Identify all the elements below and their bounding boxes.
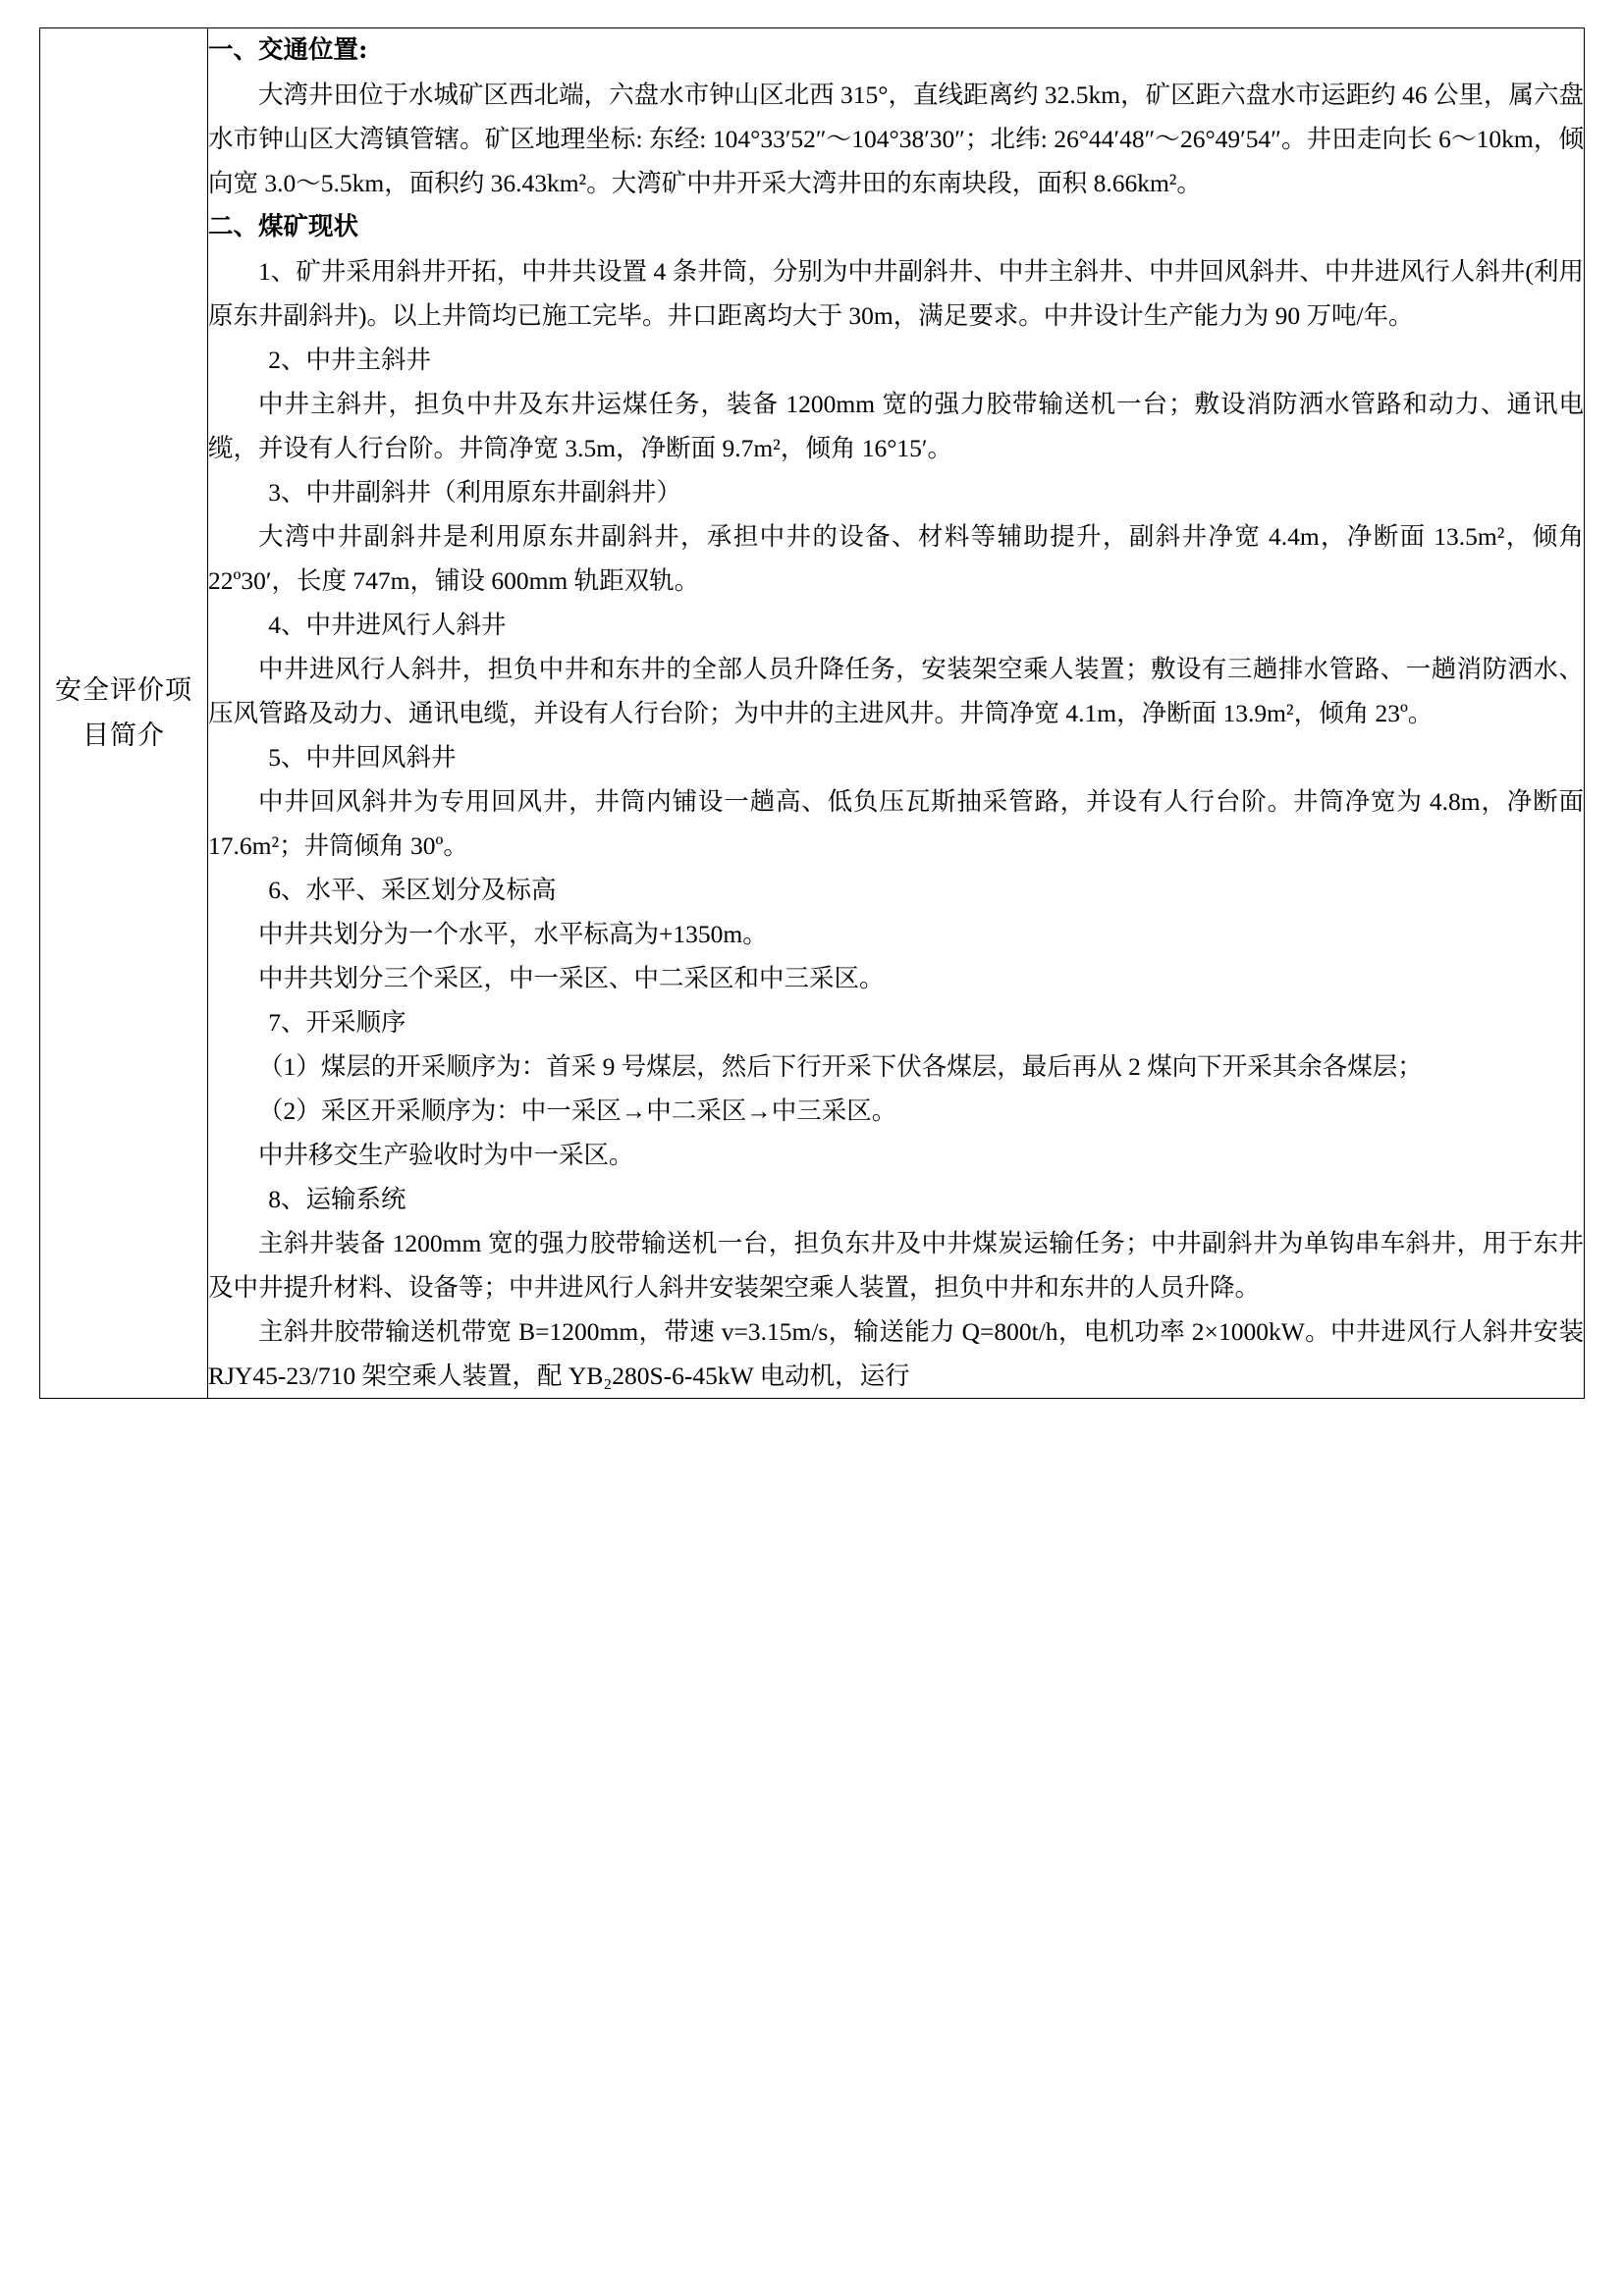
row-label-cell xyxy=(40,28,208,1399)
table-row xyxy=(40,28,1585,1399)
section-heading-mine-status: 二、煤矿现状 xyxy=(208,212,359,241)
paragraph: 4、中井进风行人斜井 xyxy=(268,611,507,639)
paragraph: 主斜井装备 1200mm 宽的强力胶带输送机一台，担负东井及中井煤炭运输任务；中井副斜井为单钩串车斜井，用于东井及中井提升材料、设备等；中井进风行人斜井安装架空乘人装置，担负中井和东井的人员升降。 xyxy=(208,1229,1584,1302)
paragraph: 3、中井副斜井（利用原东井副斜井） xyxy=(268,478,681,507)
row-label-line-1: 安全评价项 xyxy=(55,674,192,706)
paragraph: 7、开采顺序 xyxy=(268,1008,406,1037)
row-content-cell xyxy=(208,28,1585,1399)
paragraph: 大湾井田位于水城矿区西北端，六盘水市钟山区北西 315°，直线距离约 32.5km，矿区距六盘水市运距约 46 公里，属六盘水市钟山区大湾镇管辖。矿区地理坐标: 东经: 104°33′52″～104°38′30″；北纬: 26°44′48″～26°49′54″。井田走向长 6～10km，倾向宽 3.0～5.5km，面积约 36.43km²。大湾矿中井开采大湾井田的东南块段，面积 8.66km²。 xyxy=(208,80,1584,197)
paragraph: 大湾中井副斜井是利用原东井副斜井，承担中井的设备、材料等辅助提升，副斜井净宽 4.4m，净断面 13.5m²，倾角 22º30′，长度 747m，铺设 600mm 轨距双轨。 xyxy=(208,522,1584,595)
paragraph: （2）采区开采顺序为：中一采区→中二采区→中三采区。 xyxy=(258,1096,897,1125)
paragraph: 6、水平、采区划分及标高 xyxy=(268,876,557,904)
paragraph: 8、运输系统 xyxy=(268,1185,406,1213)
paragraph: 中井主斜井，担负中井及东井运煤任务，装备 1200mm 宽的强力胶带输送机一台；敷设消防洒水管路和动力、通讯电缆，并设有人行台阶。井筒净宽 3.5m，净断面 9.7m²，倾角 16°15′。 xyxy=(208,390,1584,462)
paragraph: 中井共划分三个采区，中一采区、中二采区和中三采区。 xyxy=(258,964,885,992)
row-label-line-2: 目简介 xyxy=(82,720,165,751)
paragraph: 中井共划分为一个水平，水平标高为+1350m。 xyxy=(258,920,768,948)
paragraph: 中井移交生产验收时为中一采区。 xyxy=(258,1141,634,1169)
project-intro-table xyxy=(39,27,1585,1399)
section-heading-traffic: 一、交通位置: xyxy=(208,35,368,65)
paragraph: 1、矿井采用斜井开拓，中井共设置 4 条井筒，分别为中井副斜井、中井主斜井、中井回风斜井、中井进风行人斜井(利用原东井副斜井)。以上井筒均已施工完毕。井口距离均大于 30m，满足要求。中井设计生产能力为 90 万吨/年。 xyxy=(208,257,1584,330)
paragraph: 5、中井回风斜井 xyxy=(268,743,457,772)
paragraph: 中井回风斜井为专用回风井，井筒内铺设一趟高、低负压瓦斯抽采管路，并设有人行台阶。井筒净宽为 4.8m，净断面 17.6m²；井筒倾角 30º。 xyxy=(208,787,1584,860)
content-body xyxy=(208,28,1584,1398)
paragraph: 中井进风行人斜井，担负中井和东井的全部人员升降任务，安装架空乘人装置；敷设有三趟排水管路、一趟消防洒水、压风管路及动力、通讯电缆，并设有人行台阶；为中井的主进风井。井筒净宽 4.1m，净断面 13.9m²，倾角 23º。 xyxy=(208,655,1584,727)
paragraph: 主斜井胶带输送机带宽 B=1200mm，带速 v=3.15m/s，输送能力 Q=800t/h，电机功率 2×1000kW。中井进风行人斜井安装 RJY45-23/710 架空乘人装置，配 YB₂280S-6-45kW 电动机，运行 xyxy=(208,1317,1584,1390)
paragraph: （1）煤层的开采顺序为：首采 9 号煤层，然后下行开采下伏各煤层，最后再从 2 煤向下开采其余各煤层； xyxy=(258,1052,1423,1081)
paragraph: 2、中井主斜井 xyxy=(268,346,431,374)
